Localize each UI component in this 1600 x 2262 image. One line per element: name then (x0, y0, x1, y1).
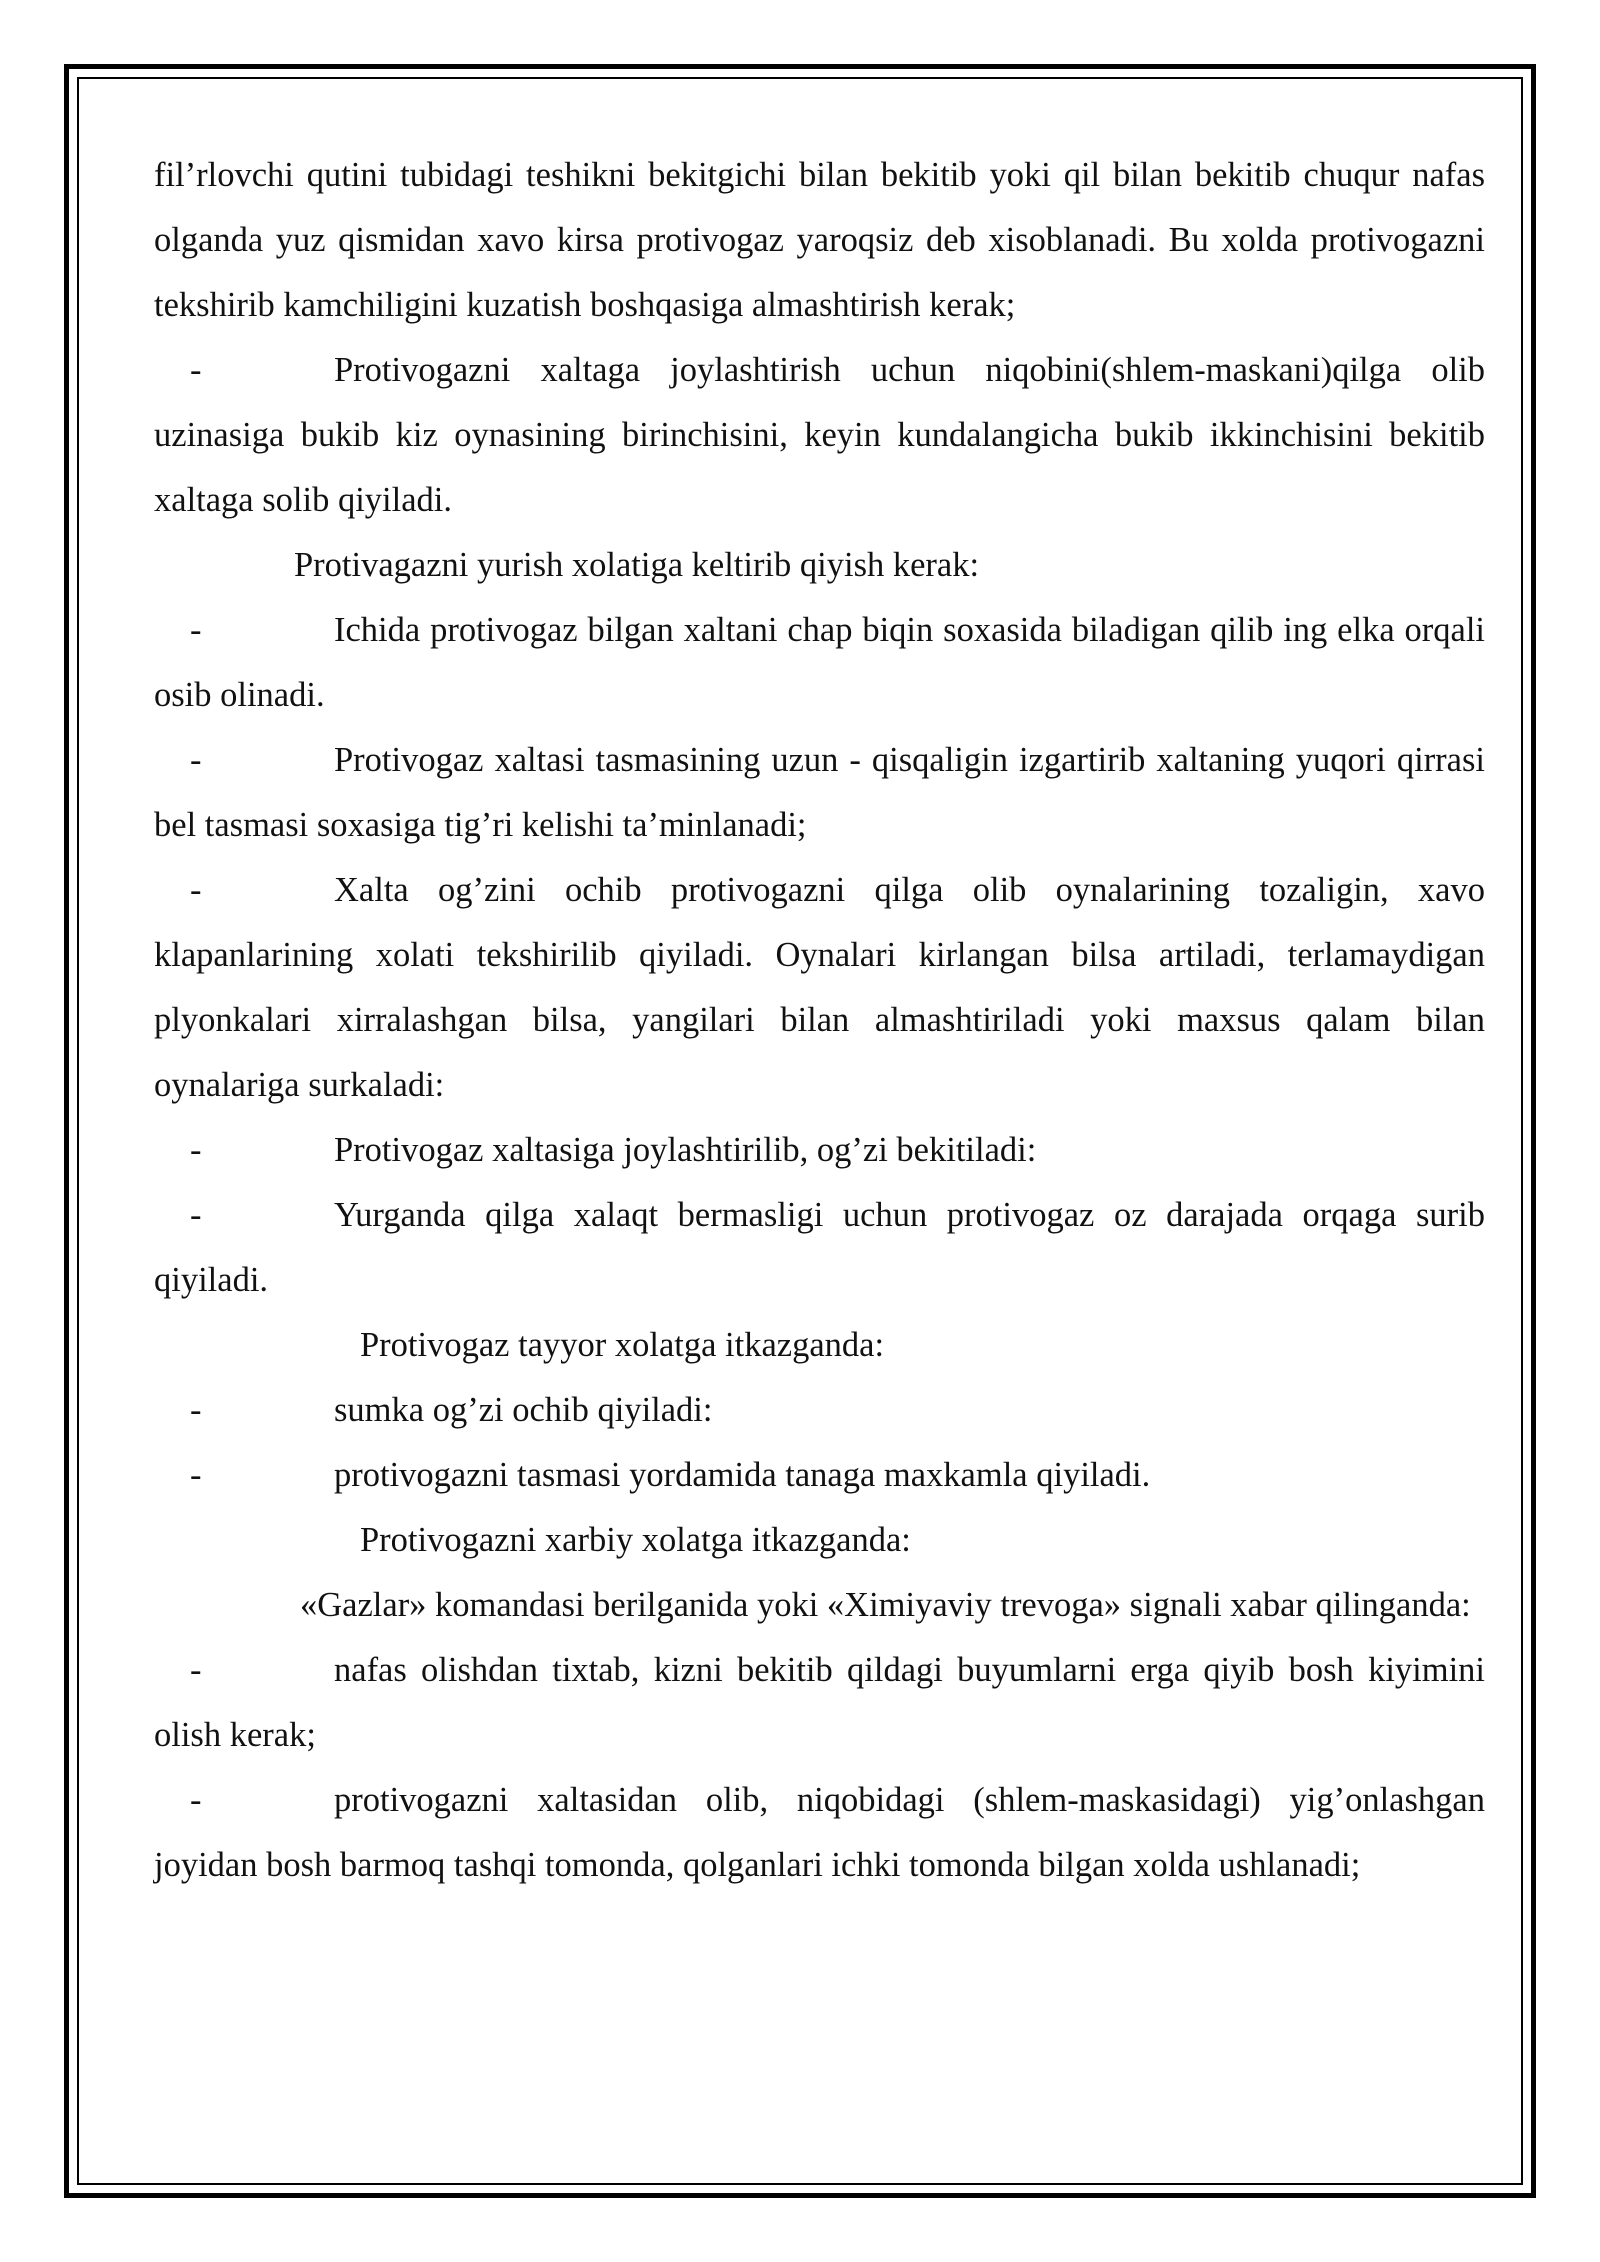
list-dash: - (190, 871, 202, 909)
list-item-text: Protivogazni xaltaga joylashtirish uchun niqobini(shlem-maskani)qilga olib uzinasiga bukib kiz oynasining birinchisini, keyin kundalangicha bukib ikkinchisini bekitib xaltaga solib qiyiladi. (154, 351, 1485, 519)
list-dash: - (190, 1456, 202, 1494)
list-item (154, 338, 1485, 533)
list-dash: - (190, 1196, 202, 1234)
list-item-text: protivogazni xaltasidan olib, niqobidagi (shlem-maskasidagi) yig’onlashgan joyidan bosh barmoq tashqi tomonda, qolganlari ichki tomonda bilgan xolda ushlanadi; (154, 1781, 1485, 1884)
list-dash: - (190, 1651, 202, 1689)
list-item (154, 1638, 1485, 1768)
list-item-text: Protivogaz xaltasi tasmasining uzun - qisqaligin izgartirib xaltaning yuqori qirrasi bel tasmasi soxasiga tig’ri kelishi ta’minlanadi; (154, 741, 1485, 844)
list-item-text: Yurganda qilga xalaqt bermasligi uchun protivogaz oz darajada orqaga surib qiyiladi. (154, 1196, 1485, 1299)
list-dash: - (190, 741, 202, 779)
list-item-text: protivogazni tasmasi yordamida tanaga maxkamla qiyiladi. (334, 1456, 1151, 1494)
list-item-text: Protivogaz xaltasiga joylashtirilib, og’zi bekitiladi: (334, 1131, 1037, 1169)
section-heading: Protivogaz tayyor xolatga itkazganda: (360, 1326, 885, 1364)
list-item (154, 1768, 1485, 1898)
list-item-text: Ichida protivogaz bilgan xaltani chap biqin soxasida biladigan qilib ing elka orqali osib olinadi. (154, 611, 1485, 714)
section-heading: Protivagazni yurish xolatiga keltirib qiyish kerak: (294, 546, 980, 584)
list-dash: - (190, 1391, 202, 1429)
paragraph: «Gazlar» komandasi berilganida yoki «Ximiyaviy trevoga» signali xabar qilinganda: (300, 1586, 1471, 1624)
list-item-text: nafas olishdan tixtab, kizni bekitib qildagi buyumlarni erga qiyib bosh kiyimini olish kerak; (154, 1651, 1485, 1754)
list-item-text: sumka og’zi ochib qiyiladi: (334, 1391, 713, 1429)
list-dash: - (190, 1131, 202, 1169)
list-item (154, 1378, 1485, 1443)
list-item-text: Xalta og’zini ochib protivogazni qilga olib oynalarining tozaligin, xavo klapanlarining xolati tekshirilib qiyiladi. Oynalari kirlangan bilsa artiladi, terlamaydigan plyonkalari xirralashgan bilsa, yangilari bilan almashtiriladi yoki maxsus qalam bilan oynalariga surkaladi: (154, 871, 1485, 1104)
list-dash: - (190, 611, 202, 649)
section-heading: Protivogazni xarbiy xolatga itkazganda: (360, 1521, 911, 1559)
document-body (154, 143, 1485, 1898)
list-item (154, 858, 1485, 1118)
list-dash: - (190, 1781, 202, 1819)
list-item (154, 1443, 1485, 1508)
paragraph: fil’rlovchi qutini tubidagi teshikni bekitgichi bilan bekitib yoki qil bilan bekitib chuqur nafas olganda yuz qismidan xavo kirsa protivogaz yaroqsiz deb xisoblanadi. Bu xolda protivogazni tekshirib kamchiligini kuzatish boshqasiga almashtirish kerak; (154, 156, 1485, 324)
list-item (154, 1183, 1485, 1313)
list-item (154, 598, 1485, 728)
list-item (154, 1118, 1485, 1183)
list-item (154, 728, 1485, 858)
list-dash: - (190, 351, 202, 389)
